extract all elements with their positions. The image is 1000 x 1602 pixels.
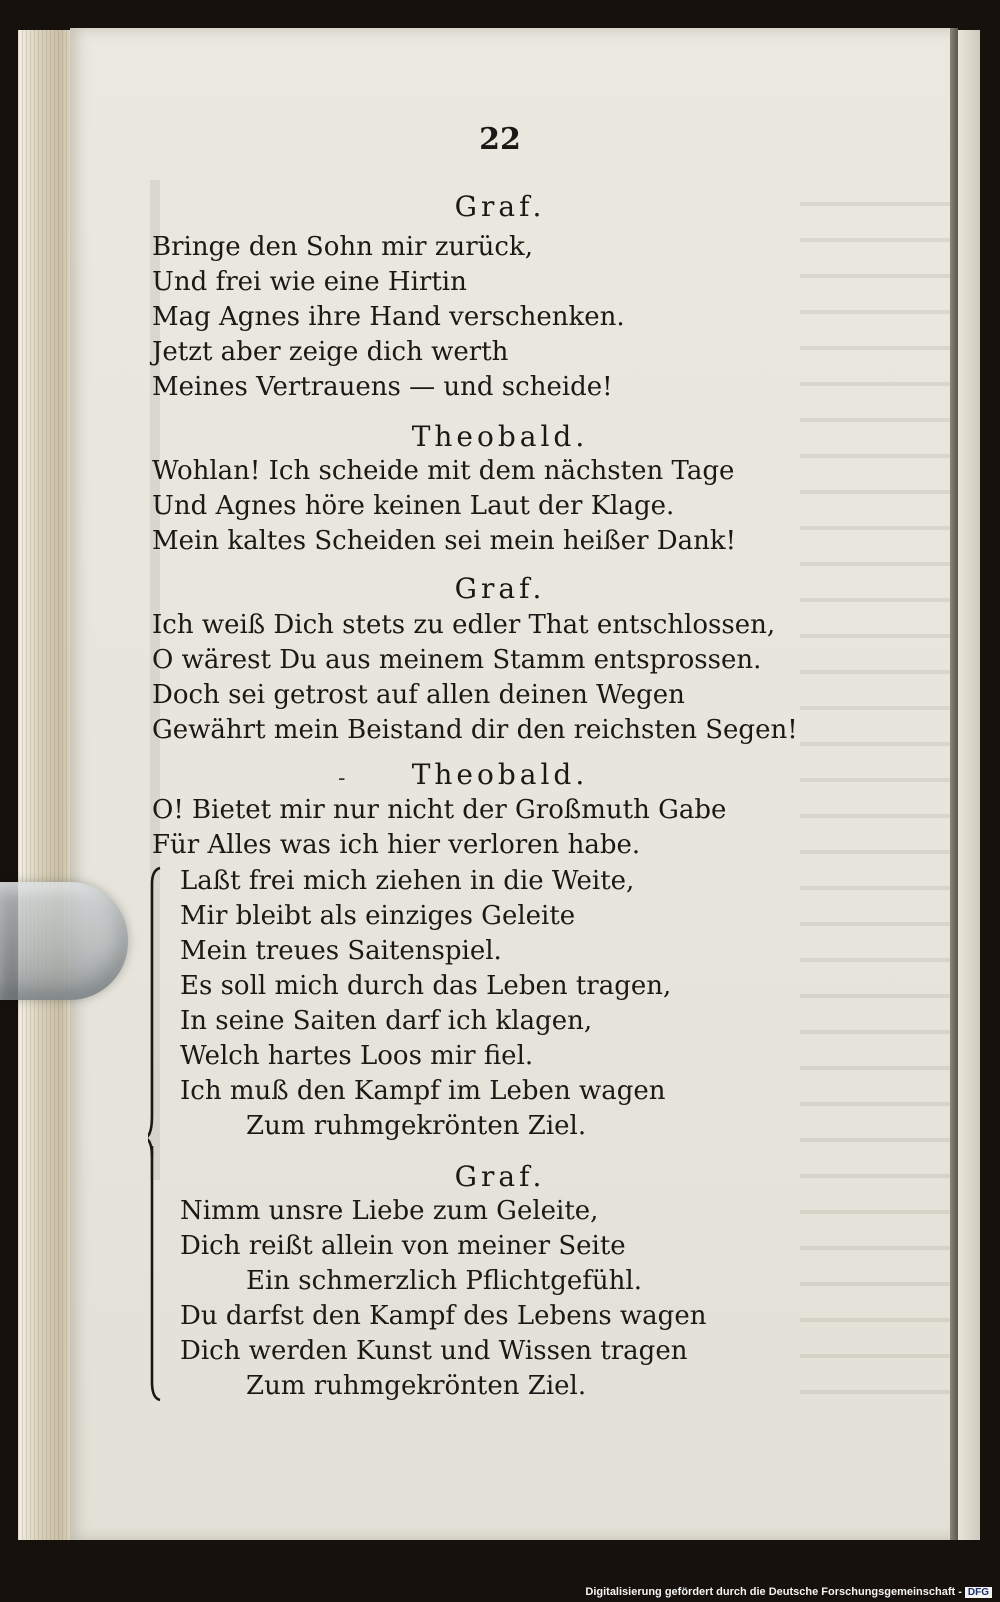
verse-line: Zum ruhmgekrönten Ziel. (246, 1371, 587, 1401)
speaker-heading: Graf. (454, 1160, 546, 1193)
speaker-heading: Graf. (454, 572, 546, 605)
verse-line: Dich reißt allein von meiner Seite (180, 1231, 626, 1261)
speaker-heading: Theobald. (411, 420, 589, 453)
verse-line: Laßt frei mich ziehen in die Weite, (180, 866, 635, 896)
verse-line: O! Bietet mir nur nicht der Großmuth Gabe (152, 795, 727, 825)
verse-line: Mein treues Saitenspiel. (180, 936, 502, 966)
stray-mark: - (338, 766, 346, 791)
verse-line: Und Agnes höre keinen Laut der Klage. (152, 491, 675, 521)
verse-line: Mag Agnes ihre Hand verschenken. (152, 302, 625, 332)
verse-line: Zum ruhmgekrönten Ziel. (246, 1111, 587, 1141)
verse-line: Mein kaltes Scheiden sei mein heißer Dank! (152, 526, 737, 556)
verse-line: Ein schmerzlich Pflichtgefühl. (246, 1266, 642, 1296)
verse-line: Du darfst den Kampf des Lebens wagen (180, 1301, 707, 1331)
verse-line: Welch hartes Loos mir fiel. (180, 1041, 534, 1071)
speaker-heading: Graf. (454, 190, 546, 223)
verse-line: Ich weiß Dich stets zu edler That entschlossen, (152, 610, 776, 640)
verse-line: Jetzt aber zeige dich werth (152, 337, 509, 367)
brace-left-upper (148, 866, 162, 1156)
verse-line: Nimm unsre Liebe zum Geleite, (180, 1196, 599, 1226)
verse-line: Bringe den Sohn mir zurück, (152, 232, 534, 262)
dfg-logo: DFG (965, 1587, 992, 1598)
footer-credit: Digitalisierung gefördert durch die Deutsche Forschungsgemeinschaft - (585, 1586, 962, 1598)
digitization-footer (585, 1586, 992, 1598)
verse-line: Doch sei getrost auf allen deinen Wegen (152, 680, 685, 710)
verse-line: Ich muß den Kampf im Leben wagen (180, 1076, 666, 1106)
verse-line: Und frei wie eine Hirtin (152, 267, 467, 297)
scanner-thumb-holder (0, 882, 128, 1000)
verse-line: Gewährt mein Beistand dir den reichsten Segen! (152, 715, 798, 745)
verse-line: Für Alles was ich hier verloren habe. (152, 830, 641, 860)
verse-line: Dich werden Kunst und Wissen tragen (180, 1336, 688, 1366)
brace-left-lower (148, 1146, 162, 1402)
page-number: 22 (479, 122, 521, 157)
verse-line: Mir bleibt als einziges Geleite (180, 901, 576, 931)
verse-line: In seine Saiten darf ich klagen, (180, 1006, 593, 1036)
verse-line: Wohlan! Ich scheide mit dem nächsten Tage (152, 456, 735, 486)
verse-line: Meines Vertrauens — und scheide! (152, 372, 613, 402)
verse-line: Es soll mich durch das Leben tragen, (180, 971, 672, 1001)
verse-line: O wärest Du aus meinem Stamm entsprossen. (152, 645, 762, 675)
speaker-heading: Theobald. (411, 758, 589, 791)
